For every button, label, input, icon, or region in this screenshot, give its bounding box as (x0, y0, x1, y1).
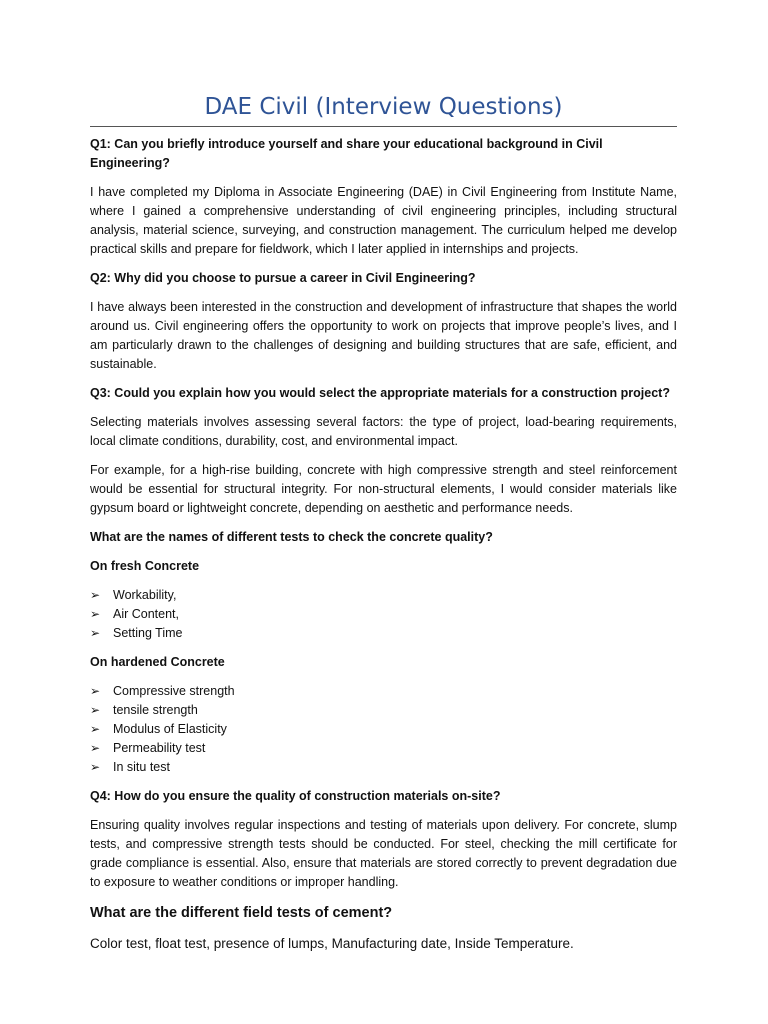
list-item: ➢ tensile strength (90, 701, 677, 720)
cement-tests-answer: Color test, float test, presence of lumps, Manufacturing date, Inside Temperature. (90, 936, 574, 951)
list-item: ➢ Modulus of Elasticity (90, 720, 677, 739)
fresh-concrete-list (90, 586, 677, 643)
list-item: ➢ Permeability test (90, 739, 677, 758)
document-title: DAE Civil (Interview Questions) (90, 92, 677, 127)
arrow-bullet-icon: ➢ (90, 760, 101, 774)
answer-2: I have always been interested in the construction and development of infrastructure that shapes the world around us. Civil engineering offers the opportunity to work on projects that improve people’s lives, and I am particularly drawn to the challenges of designing and building structures that are safe, efficient, and sustainable. (90, 300, 677, 371)
question-3: Q3: Could you explain how you would select the appropriate materials for a construction project? (90, 386, 670, 400)
arrow-bullet-icon: ➢ (90, 703, 101, 717)
question-1: Q1: Can you briefly introduce yourself and share your educational background in Civil Engineering? (90, 137, 603, 170)
concrete-tests-question: What are the names of different tests to check the concrete quality? (90, 530, 493, 544)
answer-3-part-1: Selecting materials involves assessing several factors: the type of project, load-bearing requirements, local climate conditions, durability, cost, and environmental impact. (90, 415, 677, 448)
list-item: ➢ Workability, (90, 586, 677, 605)
fresh-concrete-heading: On fresh Concrete (90, 559, 200, 573)
arrow-bullet-icon: ➢ (90, 607, 101, 621)
answer-3-part-2: For example, for a high-rise building, concrete with high compressive strength and steel reinforcement would be essential for structural integrity. For non-structural elements, I would consider materials like gypsum board or lightweight concrete, depending on aesthetic and performance needs. (90, 463, 677, 515)
list-item: ➢ Compressive strength (90, 682, 677, 701)
answer-1: I have completed my Diploma in Associate Engineering (DAE) in Civil Engineering from Institute Name, where I gained a comprehensive understanding of civil engineering principles, including structural analysis, material science, surveying, and construction management. The curriculum helped me develop practical skills and prepare for fieldwork, which I later applied in internships and projects. (90, 185, 677, 256)
hardened-concrete-heading: On hardened Concrete (90, 655, 225, 669)
answer-4: Ensuring quality involves regular inspections and testing of materials upon delivery. For concrete, slump tests, and compressive strength tests should be conducted. For steel, checking the mill certificate for grade compliance is essential. Also, ensure that materials are stored correctly to prevent degradation due to exposure to weather conditions or improper handling. (90, 818, 677, 889)
document-body (90, 92, 677, 954)
arrow-bullet-icon: ➢ (90, 722, 101, 736)
arrow-bullet-icon: ➢ (90, 588, 101, 602)
question-4: Q4: How do you ensure the quality of construction materials on-site? (90, 789, 501, 803)
list-item: ➢ Air Content, (90, 605, 677, 624)
cement-tests-question: What are the different field tests of cement? (90, 905, 393, 921)
question-2: Q2: Why did you choose to pursue a career in Civil Engineering? (90, 271, 476, 285)
arrow-bullet-icon: ➢ (90, 684, 101, 698)
list-item: ➢ In situ test (90, 758, 677, 777)
list-item: ➢ Setting Time (90, 624, 677, 643)
arrow-bullet-icon: ➢ (90, 741, 101, 755)
hardened-concrete-list (90, 682, 677, 777)
arrow-bullet-icon: ➢ (90, 626, 101, 640)
